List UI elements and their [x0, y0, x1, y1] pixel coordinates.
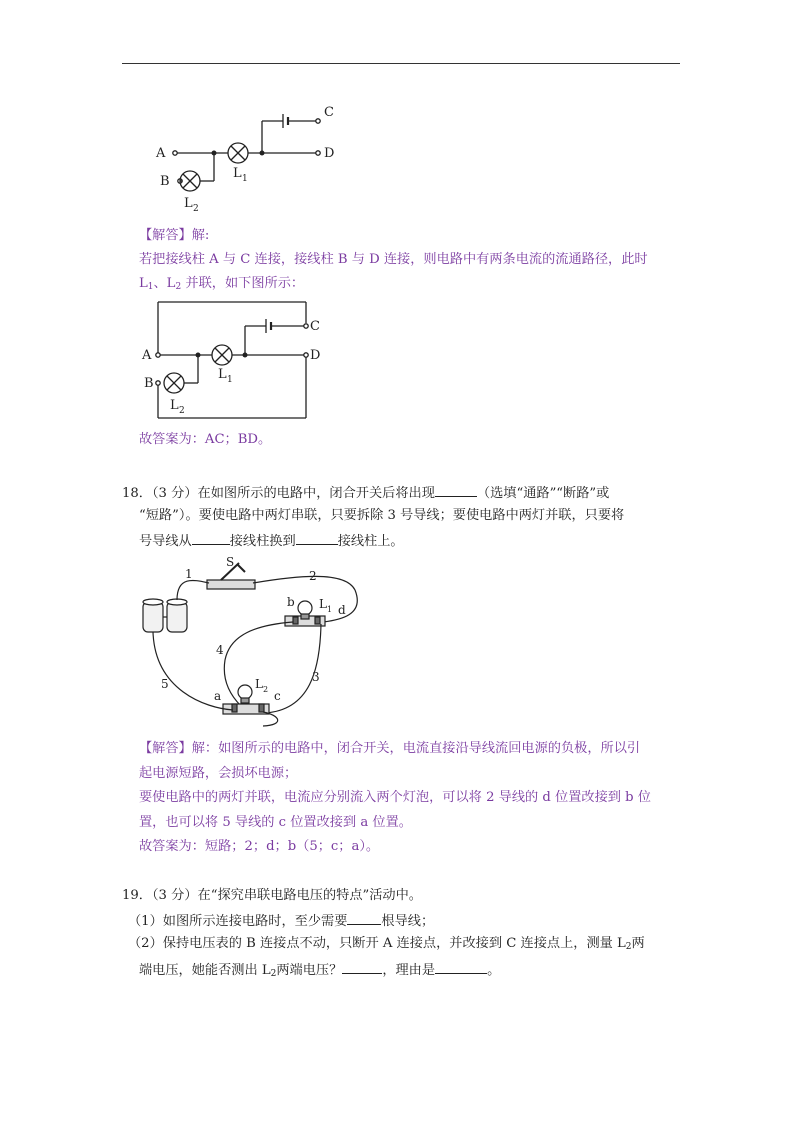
fig3-wire-2: 2: [309, 569, 317, 583]
answer17-line2: [139, 275, 304, 296]
circuit-figure-2: [140, 298, 340, 426]
fig2-label-L1: L: [218, 367, 227, 382]
answer17-final: 故答案为：AC；BD。: [139, 432, 272, 447]
answer18-line3: 要使电路中的两灯并联，电流应分别流入两个灯泡，可以将 2 导线的 d 位置改接到 b 位: [139, 790, 651, 805]
fig3-label-a: a: [214, 689, 222, 703]
fig3-wire-1: 1: [185, 567, 193, 581]
answer17-sep: 、L: [153, 276, 176, 291]
answer17-title: 【解答】: [139, 228, 192, 243]
fig2-label-L2: L: [170, 398, 179, 413]
answer17-l2-sub: 2: [175, 282, 182, 292]
question19-line3: [128, 935, 645, 956]
fig2-label-L1-sub: 1: [227, 375, 233, 385]
fig3-label-L2-sub: 2: [263, 685, 269, 694]
fig2-label-C: C: [310, 319, 320, 334]
answer17-line1: 若把接线柱 A 与 C 连接，接线柱 B 与 D 连接，则电路中有两条电流的流通路径，此时: [139, 252, 648, 267]
answer18-line4: 置，也可以将 5 导线的 c 位置改接到 a 位置。: [139, 815, 412, 830]
q18-line1-a: 18．（3 分）在如图所示的电路中，闭合开关后将出现: [122, 486, 435, 501]
answer17-l1-sub: 1: [147, 282, 154, 292]
q18-line3-b: 接线柱换到: [229, 534, 296, 549]
answer18-line1-rest: 解：如图所示的电路中，闭合开关，电流直接沿导线流回电源的负极，所以引: [191, 741, 641, 756]
q18-line3-c: 接线柱上。: [337, 534, 404, 549]
fig3-label-L2: L: [255, 677, 263, 691]
fig1-label-B: B: [160, 174, 170, 189]
q19-line3-a: （2）保持电压表的 B 连接点不动，只断开 A 连接点，并改接到 C 连接点上，测量 L: [128, 936, 626, 951]
fig1-label-L2-sub: 2: [193, 204, 199, 214]
q19-blank-3[interactable]: [435, 960, 487, 974]
fig2-label-D: D: [310, 348, 321, 363]
fig3-label-L1-sub: 1: [327, 605, 333, 614]
q19-line4-a: 端电压，她能否测出 L: [139, 963, 271, 978]
q19-line3-b: 两: [631, 936, 645, 951]
fig3-wire-3: 3: [312, 670, 320, 684]
header-rule: [122, 63, 680, 64]
fig2-label-B: B: [144, 376, 154, 391]
q18-blank-1[interactable]: [435, 483, 477, 497]
fig1-label-A: A: [156, 146, 166, 161]
question18-line1: [122, 483, 609, 503]
q19-line2-a: （1）如图所示连接电路时，至少需要: [128, 914, 348, 929]
fig1-label-D: D: [324, 146, 335, 161]
q18-line3-a: 号导线从: [139, 534, 192, 549]
circuit-figure-3: [135, 550, 375, 730]
q19-blank-2[interactable]: [342, 960, 382, 974]
answer18-final: 故答案为：短路；2；d；b（5；c；a）。: [139, 839, 380, 854]
answer17-rest: 并联，如下图所示：: [181, 276, 305, 291]
answer17-heading: [139, 227, 209, 245]
answer17-title-suffix: 解:: [191, 228, 210, 243]
q18-blank-3[interactable]: [296, 531, 338, 545]
q19-line2-b: 根导线；: [381, 914, 435, 929]
answer18-line2: 起电源短路，会损坏电源；: [139, 766, 298, 781]
fig1-label-L1: L: [233, 166, 242, 181]
q19-line4-sub: 2: [270, 969, 277, 979]
fig3-label-L1: L: [319, 597, 327, 611]
q18-blank-2[interactable]: [192, 531, 230, 545]
question18-line3: [139, 531, 404, 551]
q18-line1-b: （选填“通路”“断路”或: [476, 486, 610, 501]
question18-line2: “短路”）。要使电路中两灯串联，只要拆除 3 号导线；要使电路中两灯并联，只要将: [139, 508, 625, 523]
fig3-label-c: c: [274, 689, 281, 703]
fig1-label-L2: L: [184, 196, 193, 211]
fig1-label-L1-sub: 1: [242, 174, 248, 184]
fig1-label-C: C: [324, 105, 334, 120]
q19-line4-d: 。: [487, 963, 501, 978]
fig3-label-d: d: [338, 603, 346, 617]
circuit-figure-1: [150, 100, 350, 215]
q19-blank-1[interactable]: [347, 911, 381, 925]
fig2-label-L2-sub: 2: [179, 406, 185, 416]
fig2-label-A: A: [142, 348, 152, 363]
q19-line4-b: 两端电压？: [276, 963, 343, 978]
fig3-wire-4: 4: [216, 643, 224, 657]
question19-line1: 19．（3 分）在“探究串联电路电压的特点”活动中。: [122, 888, 422, 903]
q19-line3-sub: 2: [625, 942, 632, 952]
answer17-l1: L: [139, 276, 148, 291]
answer18-line1: [139, 740, 640, 758]
answer18-title: 【解答】: [139, 741, 192, 756]
fig3-label-S: S: [226, 555, 235, 569]
question19-line2: [128, 911, 434, 931]
fig3-label-b: b: [287, 595, 295, 609]
question19-line4: [139, 960, 500, 983]
q19-line4-c: ，理由是: [382, 963, 436, 978]
fig3-wire-5: 5: [161, 677, 169, 691]
